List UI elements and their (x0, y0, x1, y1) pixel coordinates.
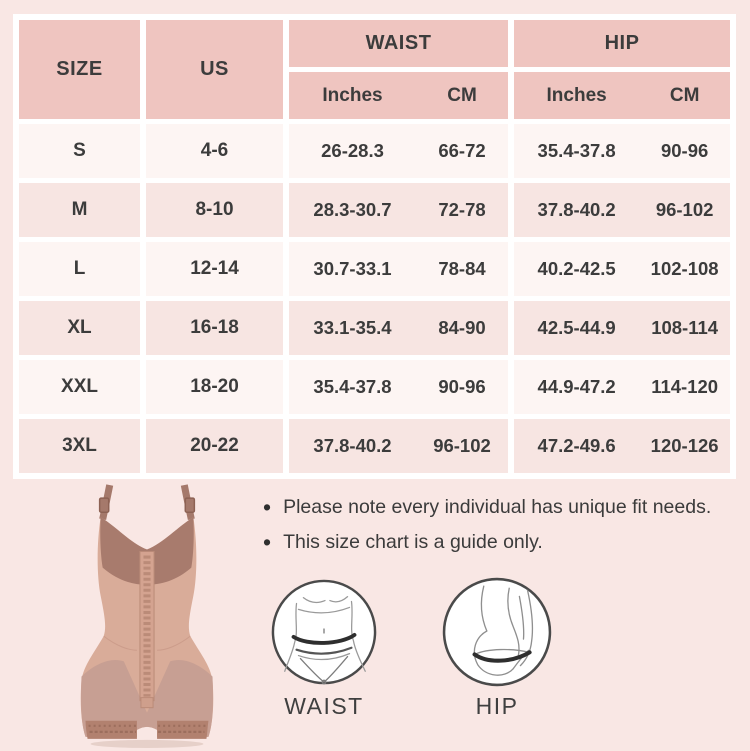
size-cell: 3XL (19, 419, 140, 473)
note-item (263, 529, 711, 564)
hip-inches-value: 35.4-37.8 (537, 140, 616, 161)
us-cell: 8-10 (146, 183, 283, 237)
hip-cm-value: 120-126 (650, 435, 719, 456)
size-cell: XL (19, 301, 140, 355)
us-cell: 12-14 (146, 242, 283, 296)
waist-label: WAIST (284, 693, 364, 719)
waist-inches-value: 33.1-35.4 (313, 317, 392, 338)
header-waist: WAIST (289, 20, 508, 67)
size-table (13, 14, 736, 479)
header-size: SIZE (19, 20, 140, 119)
hip-cm-value: 90-96 (660, 140, 709, 161)
size-cell: M (19, 183, 140, 237)
hip-cm-value: 114-120 (651, 376, 719, 397)
waist-cm-value: 78-84 (438, 258, 486, 279)
hip-cell (514, 419, 730, 473)
waist-cell (289, 124, 508, 178)
hip-inches-value: 47.2-49.6 (537, 435, 616, 456)
hip-inches-value: 37.8-40.2 (537, 199, 616, 220)
waist-cell (289, 183, 508, 237)
header-waist-units (289, 72, 508, 119)
bullet-icon: • (263, 529, 272, 555)
hip-measure-illustration (441, 576, 553, 688)
subheader-cm: CM (669, 84, 700, 106)
hip-inches-value: 42.5-44.9 (537, 317, 616, 338)
us-cell: 18-20 (146, 360, 283, 414)
waist-cell (289, 419, 508, 473)
hip-cell (514, 360, 730, 414)
waist-cell (289, 301, 508, 355)
header-hip-units (514, 72, 730, 119)
hip-cm-value: 108-114 (651, 317, 719, 338)
waist-inches-value: 28.3-30.7 (313, 199, 392, 220)
size-cell: S (19, 124, 140, 178)
us-cell: 4-6 (146, 124, 283, 178)
us-cell: 16-18 (146, 301, 283, 355)
hip-diagram (441, 576, 553, 720)
waist-inches-value: 30.7-33.1 (313, 258, 392, 279)
us-cell: 20-22 (146, 419, 283, 473)
waist-cm-value: 84-90 (438, 317, 486, 338)
header-us: US (146, 20, 283, 119)
note-text: Please note every individual has unique fit needs. (283, 496, 712, 518)
header-hip: HIP (514, 20, 730, 67)
waist-cell (289, 242, 508, 296)
waist-cm-value: 96-102 (433, 435, 491, 456)
note-text: This size chart is a guide only. (283, 531, 543, 553)
shapewear-bodysuit-illustration (56, 483, 238, 751)
hip-inches-value: 40.2-42.5 (537, 258, 616, 279)
hip-label: HIP (475, 693, 519, 719)
shapewear-product-image (56, 483, 238, 751)
subheader-inches: Inches (322, 84, 383, 106)
waist-cm-value: 90-96 (438, 376, 486, 397)
waist-cm-value: 66-72 (438, 140, 486, 161)
waist-inches-value: 35.4-37.8 (313, 376, 392, 397)
subheader-inches: Inches (546, 84, 607, 106)
size-cell: XXL (19, 360, 140, 414)
note-item (263, 494, 711, 529)
hip-cm-value: 96-102 (655, 199, 714, 220)
hip-cm-value: 102-108 (650, 258, 719, 279)
size-cell: L (19, 242, 140, 296)
hip-cell (514, 301, 730, 355)
subheader-cm: CM (447, 84, 477, 106)
hip-cell (514, 183, 730, 237)
bullet-icon: • (263, 494, 272, 520)
waist-inches-value: 26-28.3 (321, 140, 384, 161)
hip-inches-value: 44.9-47.2 (537, 376, 616, 397)
waist-cm-value: 72-78 (438, 199, 486, 220)
waist-diagram (270, 578, 378, 720)
waist-inches-value: 37.8-40.2 (313, 435, 392, 456)
waist-cell (289, 360, 508, 414)
notes-list (263, 494, 711, 564)
hip-cell (514, 124, 730, 178)
waist-measure-illustration (270, 578, 378, 686)
hip-cell (514, 242, 730, 296)
